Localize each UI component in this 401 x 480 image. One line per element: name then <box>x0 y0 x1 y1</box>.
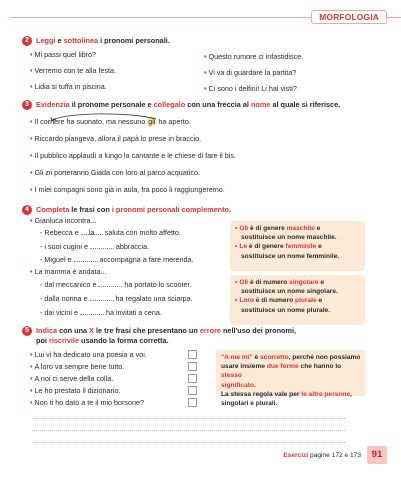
group-title: • Gianluca incontra... <box>30 216 97 225</box>
fill-line: - Miguel e accompagna a fare merenda. <box>40 255 194 264</box>
answer-checkbox[interactable] <box>188 398 197 407</box>
bullet-icon: • <box>30 117 33 126</box>
answer-blank[interactable] <box>74 255 98 262</box>
exercise-3-instruction: 3 Evidenzia il pronome personale e collegalo con una freccia al nome al quale si riferisce. <box>22 100 381 110</box>
bullet-icon: • <box>235 297 238 305</box>
bullet-icon: • <box>30 168 33 177</box>
exercise-2-instruction: 2 Leggi e sottolinea i pronomi personali. <box>22 36 381 46</box>
rule-box-gender: • Gli è di genere maschile e sostituisce un nome maschile. • Le è di genere femminile e sostituisce un nome femminile. <box>230 221 365 271</box>
bullet-icon: • <box>30 386 33 395</box>
list-item: • Non ti ho dato a te il mio borsone? <box>30 398 145 407</box>
bullet-icon: • <box>30 66 33 75</box>
bullet-icon: • <box>30 374 33 383</box>
list-item: • Il pubblico applaudì a lungo la cantante e le chiese di fare il bis. <box>30 151 236 160</box>
page-number: 91 <box>367 446 387 464</box>
answer-checkbox[interactable] <box>188 362 197 371</box>
fill-line: - dalla nonna e ha regalato una sciarpa. <box>40 294 193 303</box>
exercise-reference: Esercizi pagine 172 e 173 <box>283 452 361 459</box>
group-title: • La mamma è andata... <box>30 267 107 276</box>
answer-checkbox[interactable] <box>188 386 197 395</box>
list-item: • Le ho prestato il dizionario. <box>30 386 121 395</box>
answer-blank[interactable] <box>80 308 104 315</box>
highlighted-pronoun: gli <box>148 117 156 126</box>
bullet-icon: • <box>30 398 33 407</box>
list-item: • A noi ci serve della colla. <box>30 374 114 383</box>
list-item: • Lidia si tuffa in piscina. <box>30 82 107 91</box>
list-item: • Riccardo piangeva, allora il papà lo prese in braccio. <box>30 134 202 143</box>
exercise-4 <box>22 205 381 317</box>
answer-checkbox[interactable] <box>188 350 197 359</box>
bullet-icon: • <box>204 52 207 61</box>
rule-box-number: • Gli è di numero singolare e sostituisce un nome singolare. • Loro è di numero plurale e sostituisce un nome plurale. <box>230 275 365 325</box>
bullet-icon: • <box>30 50 33 59</box>
bullet-icon: • <box>235 279 238 286</box>
list-item: • Verremo con te alla festa. <box>30 66 117 75</box>
section-tab: MORFOLOGIA <box>311 10 387 24</box>
bullet-icon: • <box>235 225 238 232</box>
answer-blank[interactable] <box>90 242 114 249</box>
list-item: • Ci sono i delfini! Li hai visti? <box>204 84 297 93</box>
bullet-icon: • <box>30 134 33 143</box>
exercise-number: 5 <box>22 326 32 336</box>
list-item: • Il corriere ha suonato, ma nessuno gli ha aperto. <box>30 117 191 126</box>
bullet-icon: • <box>30 185 33 194</box>
rule-box-pronouns: "A me mi" è scorretto, perché non possiamo usare insieme due forme che hanno lo stesso significato. La stessa regola vale per le altre persone, singolari e plurali. <box>216 350 366 396</box>
bullet-icon: • <box>30 151 33 160</box>
exercise-2 <box>22 36 381 93</box>
exercise-4-instruction: 4 Completa le frasi con i pronomi personali complemento. <box>22 205 381 215</box>
list-item: • A loro va sempre bene tutto. <box>30 362 125 371</box>
list-item: • Vi va di guardare la partita? <box>204 68 297 77</box>
bullet-icon: • <box>235 243 238 251</box>
bullet-icon: • <box>30 82 33 91</box>
writing-line[interactable] <box>32 418 345 419</box>
answer-blank[interactable]: la <box>81 228 103 235</box>
list-item: • Questo rumore ci infastidisce. <box>204 52 304 61</box>
fill-line: - dai vicini e ha invitati a cena. <box>40 308 162 317</box>
exercise-5 <box>22 326 381 408</box>
answer-checkbox[interactable] <box>188 374 197 383</box>
exercise-5-instruction: 5 Indica con una X le tre frasi che presentano un errore nell'uso dei pronomi, poi riscrivile usando la forma corretta. <box>22 326 381 346</box>
bullet-icon: • <box>30 350 33 359</box>
writing-line[interactable] <box>32 442 345 443</box>
exercise-number: 3 <box>22 100 32 110</box>
list-item: • Lui vi ha dedicato una poesia a voi. <box>30 350 147 359</box>
writing-line[interactable] <box>32 430 345 431</box>
arrow-icon <box>50 112 160 122</box>
bullet-icon: • <box>30 216 33 225</box>
bullet-icon: • <box>204 68 207 77</box>
list-item: • I miei compagni sono già in aula, fra poco li raggiungeremo. <box>30 185 225 194</box>
bullet-icon: • <box>204 84 207 93</box>
answer-blank[interactable] <box>98 280 122 287</box>
list-item: • Mi passi quel libro? <box>30 50 97 59</box>
fill-line: - i suoi cugini e abbraccia. <box>40 242 150 251</box>
list-item: • Gli zii porteranno Giada con loro al parco acquatico. <box>30 168 200 177</box>
answer-blank[interactable] <box>90 294 114 301</box>
fill-line: - dal meccanico e ha portato lo scooter. <box>40 280 192 289</box>
exercise-number: 4 <box>22 205 32 215</box>
fill-line: - Rebecca e la saluta con molto affetto. <box>40 228 181 237</box>
exercise-number: 2 <box>22 36 32 46</box>
exercise-3 <box>22 100 381 194</box>
bullet-icon: • <box>30 362 33 371</box>
bullet-icon: • <box>30 267 33 276</box>
